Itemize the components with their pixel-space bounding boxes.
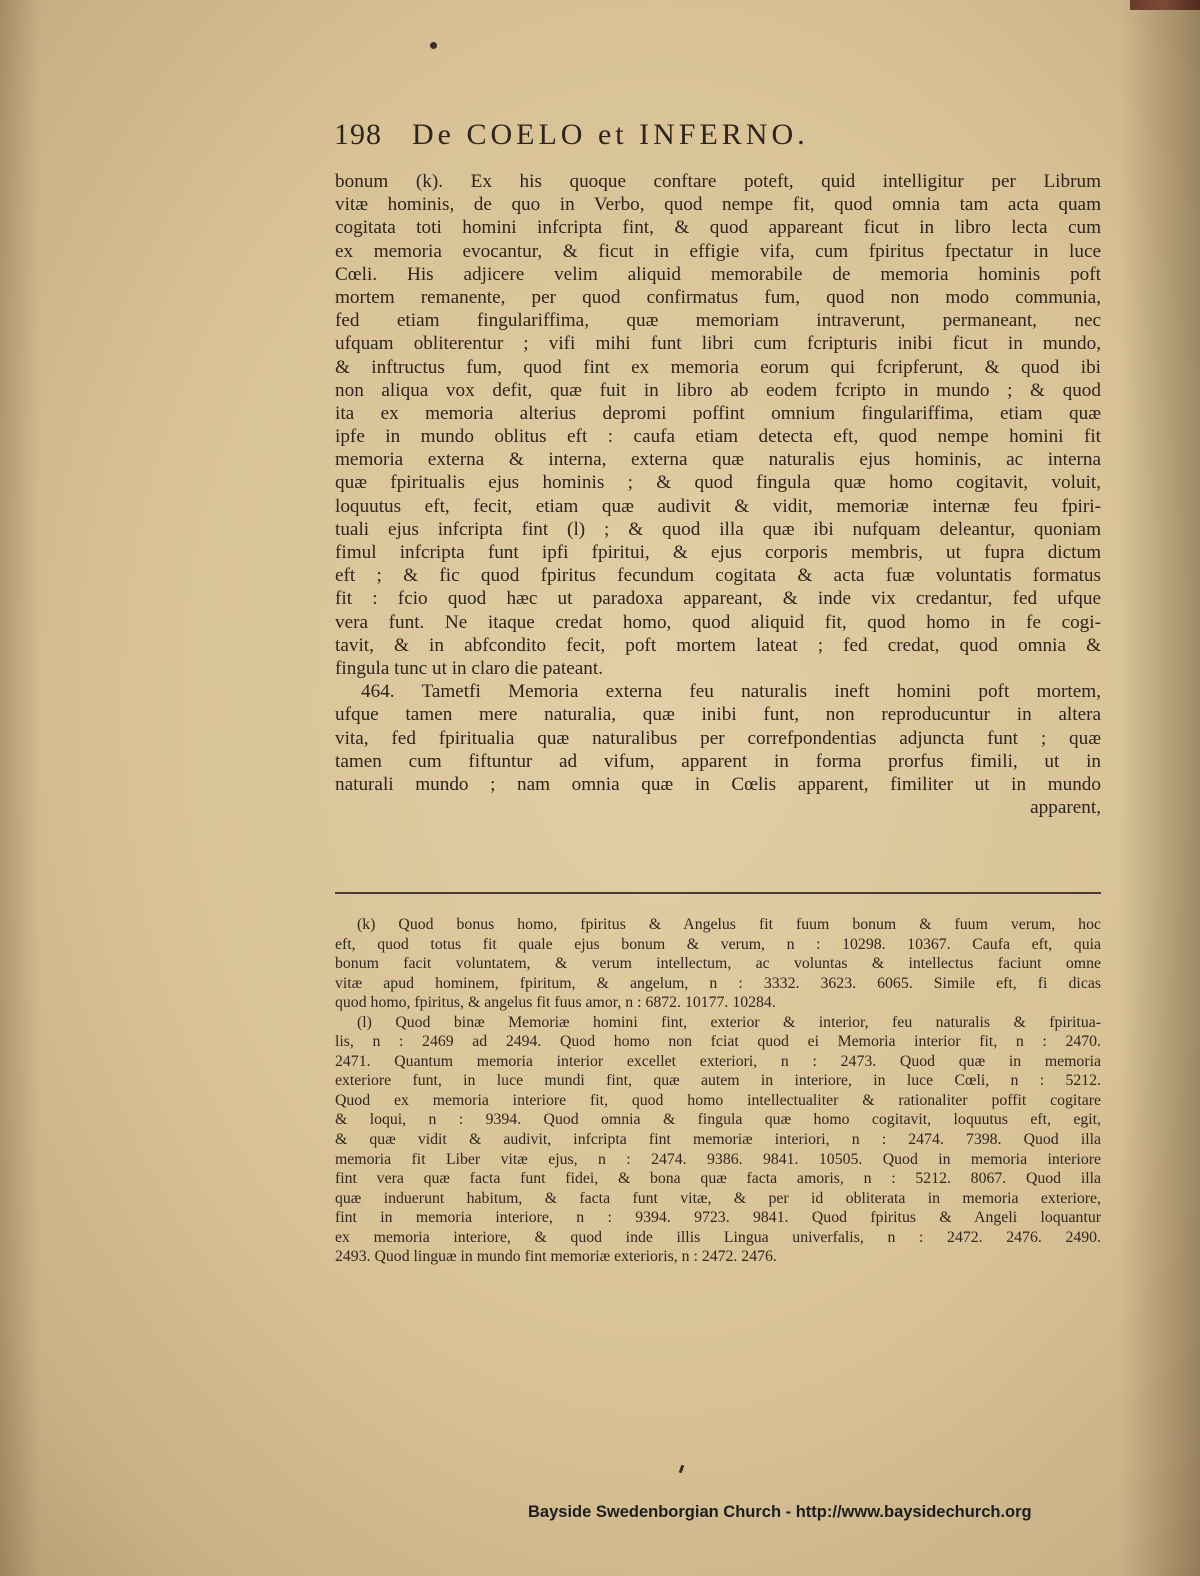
footnote-line: quod homo, fpiritus, & angelus fit fuus amor, n : 6872. 10177. 10284. — [335, 994, 776, 1012]
footnote-line: ex memoria interiore, & quod inde illis Lingua univerfalis, n : 2472. 2476. 2490. — [335, 1228, 1101, 1246]
footnotes — [335, 915, 1101, 1267]
body-line: mortem remanente, per quod confirmatus fum, quod non modo communia, — [335, 286, 1101, 308]
body-line: quæ fpiritualis ejus hominis ; & quod fingula quæ homo cogitavit, voluit, — [335, 472, 1101, 494]
body-line: tuali ejus infcripta fint (l) ; & quod illa quæ ibi nufquam deleantur, quoniam — [335, 518, 1101, 540]
main-text — [335, 170, 1101, 819]
page-shadow-left — [0, 0, 40, 1576]
body-line: ipfe in mundo oblitus eft : caufa etiam detecta eft, quod nempe homini fit — [335, 426, 1101, 448]
body-line: fimul infcripta funt ipfi fpiritui, & ejus corporis membris, ut fupra dictum — [335, 542, 1101, 563]
body-line: vera funt. Ne itaque credat homo, quod aliquid fit, quod homo in fe cogi- — [335, 611, 1101, 633]
body-line: eft ; & fic quod fpiritus fecundum cogitata & acta fuæ voluntatis formatus — [335, 565, 1101, 587]
footnote-line: fint in memoria interiore, n : 9394. 9723. 9841. Quod fpiritus & Angeli loquantur — [335, 1209, 1101, 1227]
footnote-line: quæ induerunt habitum, & facta funt vitæ, & per id obliterata in memoria exteriore, — [335, 1189, 1101, 1207]
body-line: ex memoria evocantur, & ficut in effigie vifa, cum fpiritus fpectatur in luce — [335, 240, 1101, 262]
footnote-line: (l) Quod binæ Memoriæ homini fint, exterior & interior, feu naturalis & fpiritua- — [357, 1013, 1101, 1031]
footnote-line: memoria fit Liber vitæ ejus, n : 2474. 9386. 9841. 10505. Quod in memoria interiore — [335, 1150, 1101, 1168]
footnote-line: bonum facit voluntatem, & verum intellectum, ac voluntas & intellectus faciunt omne — [335, 955, 1101, 973]
footnote-line: lis, n : 2469 ad 2494. Quod homo non fciat quod ei Memoria interior fit, n : 2470. — [335, 1033, 1101, 1051]
body-line: cogitata toti homini infcripta fint, & quod appareant ficut in libro lecta cum — [335, 217, 1101, 239]
footnote-line: 2471. Quantum memoria interior excellet exteriori, n : 2473. Quod quæ in memoria — [335, 1052, 1101, 1070]
footnote-line: & quæ vidit & audivit, infcripta fint memoriæ interiori, n : 2474. 7398. Quod illa — [335, 1131, 1101, 1149]
body-line: Cœli. His adjicere velim aliquid memorabile de memoria hominis poft — [335, 263, 1101, 285]
body-line: tavit, & in abfcondito fecit, poft mortem lateat ; fed credat, quod omnia & — [335, 634, 1101, 656]
footnote-line: 2493. Quod linguæ in mundo fint memoriæ exterioris, n : 2472. 2476. — [335, 1248, 777, 1266]
footnote-line: Quod ex memoria interiore fit, quod homo intellectualiter & rationaliter poffit cogitare — [335, 1091, 1101, 1109]
body-line: non aliqua vox defit, quæ fuit in libro ab eodem fcripto in mundo ; & quod — [335, 379, 1101, 401]
body-line: loquutus eft, fecit, etiam quæ audivit & vidit, memoriæ internæ feu fpiri- — [335, 495, 1101, 517]
body-line: bonum (k). Ex his quoque conftare poteft, quid intelligitur per Librum — [335, 171, 1101, 192]
footnote-line: & loqui, n : 9394. Quod omnia & fingula quæ homo cogitavit, loquutus eft, egit, — [335, 1111, 1101, 1129]
page-number: 198 — [334, 118, 382, 151]
body-line: apparent, — [1030, 797, 1101, 819]
watermark: Bayside Swedenborgian Church - http://www.baysidechurch.org — [528, 1503, 1032, 1521]
footnote-line: exteriore funt, in luce mundi fint, quæ autem in interiore, in luce Cœli, n : 5212. — [335, 1072, 1101, 1090]
body-line: fingula tunc ut in claro die pateant. — [335, 657, 603, 679]
body-line: vitæ hominis, de quo in Verbo, quod nempe fit, quod omnia tam acta quam — [335, 194, 1101, 216]
body-line: fit : fcio quod hæc ut paradoxa appareant, & inde vix credantur, fed ufque — [335, 588, 1101, 610]
body-line: ufque tamen mere naturalia, quæ inibi funt, non reproducuntur in altera — [335, 704, 1101, 726]
footnote-line: (k) Quod bonus homo, fpiritus & Angelus fit fuum bonum & fuum verum, hoc — [357, 916, 1101, 933]
body-line: & inftructus fum, quod fint ex memoria eorum qui fcripferunt, & quod ibi — [335, 356, 1101, 378]
ink-mark — [679, 1465, 685, 1474]
footnote-line: eft, quod totus fit quale ejus bonum & verum, n : 10298. 10367. Caufa eft, quia — [335, 935, 1101, 953]
body-line: vita, fed fpiritualia quæ naturalibus per correfpondentias adjuncta funt ; quæ — [335, 727, 1101, 749]
body-line: naturali mundo ; nam omnia quæ in Cœlis apparent, fimiliter ut in mundo — [335, 773, 1101, 795]
footnote-line: fint vera quæ facta funt fidei, & bona quæ facta amoris, n : 5212. 8067. Quod illa — [335, 1170, 1101, 1188]
body-line: tamen cum fiftuntur ad vifum, apparent in forma prorfus fimili, ut in — [335, 750, 1101, 772]
page-shadow-right — [1120, 0, 1200, 1576]
ink-spot — [430, 42, 437, 49]
body-line: ufquam obliterentur ; vifi mihi funt libri cum fcripturis inibi ficut in mundo, — [335, 333, 1101, 355]
footnote-line: vitæ apud hominem, fpiritum, & angelum, n : 3332. 3623. 6065. Simile eft, fi dicas — [335, 974, 1101, 992]
running-head — [334, 118, 1114, 162]
body-line: 464. Tametfi Memoria externa feu naturalis ineft homini poft mortem, — [361, 681, 1101, 703]
body-line: ita ex memoria alterius depromi poffint omnium fingulariffima, etiam quæ — [335, 402, 1101, 424]
footnote-rule — [335, 892, 1101, 894]
page-title: De COELO et INFERNO. — [412, 118, 809, 151]
body-line: memoria externa & interna, externa quæ naturalis ejus hominis, ac interna — [335, 449, 1101, 471]
body-line: fed etiam fingulariffima, quæ memoriam intraverunt, permaneant, nec — [335, 310, 1101, 332]
